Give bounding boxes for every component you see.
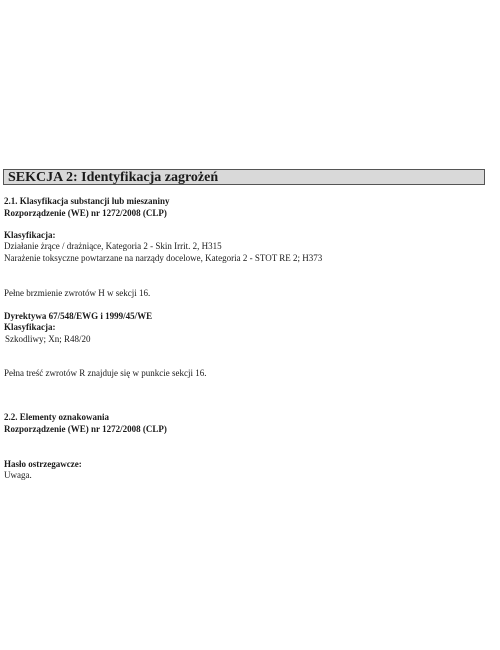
signal-word-value: Uwaga.	[4, 470, 32, 480]
classification-value: Szkodliwy; Xn; R48/20	[5, 334, 91, 344]
classification-label: Klasyfikacja:	[4, 230, 56, 240]
subsection-2-2-heading: 2.2. Elementy oznakowania	[4, 412, 110, 422]
section-title: SEKCJA 2: Identyfikacja zagrożeń	[8, 170, 219, 185]
clp-regulation-label-2: Rozporządzenie (WE) nr 1272/2008 (CLP)	[4, 424, 167, 434]
classification-label-2: Klasyfikacja:	[4, 322, 56, 332]
classification-item-stot-re: Narażenie toksyczne powtarzane na narządy docelowe, Kategoria 2 - STOT RE 2; H373	[4, 253, 323, 263]
classification-item-skin-irrit: Działanie żrące / drażniące, Kategoria 2 - Skin Irrit. 2, H315	[4, 241, 222, 251]
r-statements-note: Pełna treść zwrotów R znajduje się w punkcie sekcji 16.	[4, 368, 207, 378]
section-2-header	[3, 169, 485, 185]
signal-word-label: Hasło ostrzegawcze:	[4, 459, 82, 469]
subsection-2-1-heading: 2.1. Klasyfikacja substancji lub mieszaniny	[4, 196, 170, 206]
clp-regulation-label: Rozporządzenie (WE) nr 1272/2008 (CLP)	[4, 208, 167, 218]
directive-label: Dyrektywa 67/548/EWG i 1999/45/WE	[4, 311, 153, 321]
h-statements-note: Pełne brzmienie zwrotów H w sekcji 16.	[4, 288, 151, 298]
